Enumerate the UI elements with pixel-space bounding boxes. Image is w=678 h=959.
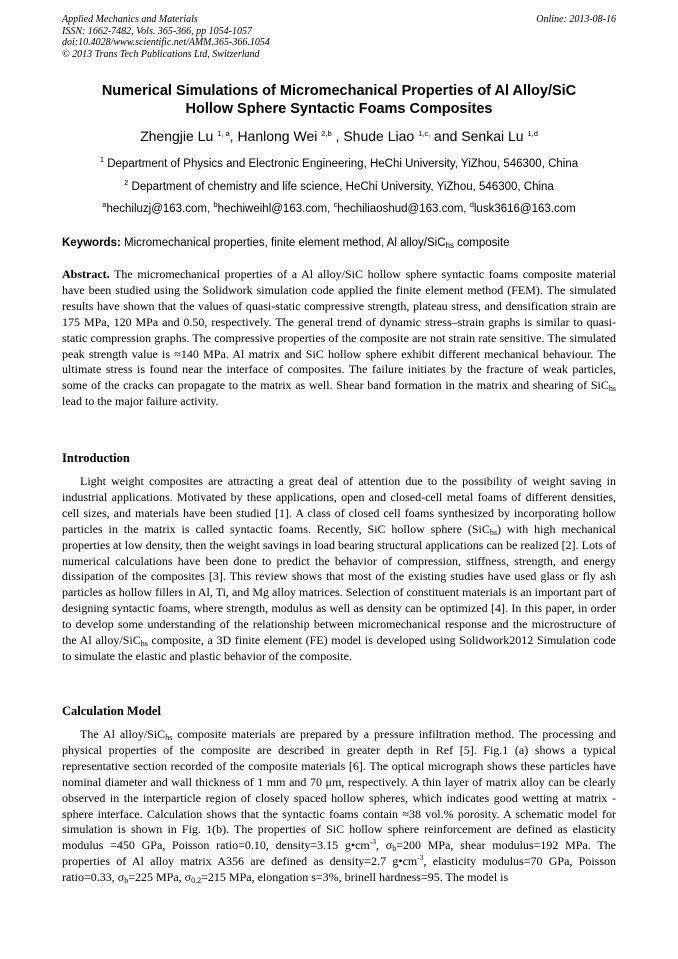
affiliation-text: Department of Physics and Electronic Engineering, HeChi University, YiZhou, 546300, China bbox=[107, 158, 579, 170]
calc-subscript-c: b bbox=[392, 844, 397, 854]
email-address[interactable]: lusk3616@163.com bbox=[473, 203, 576, 215]
title-line-2: Hollow Sphere Syntactic Foams Composites bbox=[185, 101, 493, 117]
author-list bbox=[62, 128, 616, 144]
affiliation-number: 1 bbox=[99, 155, 105, 164]
calculation-model-paragraph bbox=[62, 727, 616, 886]
affiliation-2 bbox=[62, 180, 616, 194]
abstract-end: lead to the major failure activity. bbox=[62, 394, 219, 409]
email-mark: b bbox=[213, 200, 218, 209]
calc-text-a: The Al alloy/SiC bbox=[80, 727, 166, 741]
journal-name: Applied Mechanics and Materials bbox=[62, 14, 198, 25]
intro-subscript-2: hs bbox=[140, 639, 148, 649]
email-address[interactable]: hechiliaoshud@163.com, bbox=[337, 203, 470, 215]
calc-text-f: =225 MPa, σ bbox=[128, 870, 192, 885]
email-address[interactable]: hechiweihl@163.com, bbox=[217, 203, 334, 215]
calc-text-d: =200 MPa, shear modulus=192 MPa. The properties of Al alloy matrix A356 are defined as density=2.7 g•cm bbox=[62, 838, 616, 869]
title-line-1: Numerical Simulations of Micromechanical Properties of Al Alloy/SiC bbox=[101, 83, 577, 99]
calc-subscript-a: hs bbox=[165, 733, 173, 742]
calc-superscript-b: -3 bbox=[369, 837, 376, 847]
author-name: Hanlong Wei bbox=[237, 128, 318, 144]
introduction-paragraph bbox=[62, 474, 616, 665]
intro-text-1: Light weight composites are attracting a great deal of attention due to the possibility of weight saving in industrial applications. Motivated by these applications, open and closed-cell metal foams of different densities, cell sizes, and materials have been studied [1]. A class of closed cell foams synthesized by incorporating hollow particles in the matrix is called syntactic foams. Recently, SiC hollow sphere (SiC bbox=[62, 474, 616, 536]
author-name: Shude Liao bbox=[343, 128, 415, 144]
intro-text-3: composite, a 3D finite element (FE) model is developed using Solidwork2012 Simulation code to simulate the elastic and plastic behavior of the composite. bbox=[62, 633, 616, 663]
email-mark: a bbox=[102, 200, 107, 209]
abstract-label: Abstract. bbox=[62, 267, 110, 281]
calc-text-b: composite materials are prepared by a pressure infiltration method. The processing and physical properties of the composite are described in greater depth in Ref [5]. Fig.1 (a) shows a typical representative section recorded of the composite materials [6]. The optical micrograph shows these particles have nominal diameter and wall thickness of 1 mm and 70 μm, respectively. A thin layer of matrix alloy can be clearly observed in the interparticle region of closely spaced hollow spheres, which indicates good wetting at matrix - sphere interface. Calculation shows that the syntactic foams contain ≈38 vol.% porosity. A schematic model for simulation is shown in Fig. 1(b). The properties of SiC hollow sphere reinforcement are defined as elasticity modulus =450 GPa, Poisson ratio=0.10, density=3.15 g•cm bbox=[62, 727, 617, 853]
copyright-line: © 2013 Trans Tech Publications Ltd, Switzerland bbox=[62, 48, 260, 60]
email-mark: d bbox=[469, 200, 474, 209]
author-affiliation-mark: 1, a bbox=[217, 129, 230, 138]
author-name: Senkai Lu bbox=[461, 128, 524, 144]
keywords-subscript: hs bbox=[445, 241, 454, 250]
affiliation-1 bbox=[62, 157, 616, 171]
intro-text-2: ) with high mechanical properties at low density, then the weight savings in load bearing structural applications can be realized [2]. Lots of numerical calculations have been done to predict the behavior of compression, stiffness, strength, and energy dissipation of the composites [3]. This review shows that most of the existing studies have used glass or fly ash particles as hollow fillers in Al, Ti, and Mg alloy matrices. Selection of constituent materials is an important part of designing syntactic foams, where strength, modulus as well as density can be optimized [4]. In this paper, in order to develop some understanding of the relationship between micromechanical response and the microstructure of the Al alloy/SiC bbox=[62, 521, 617, 648]
journal-header bbox=[62, 14, 270, 60]
author-affiliation-mark: 1,c, bbox=[418, 129, 431, 138]
online-date: Online: 2013-08-16 bbox=[536, 14, 616, 25]
email-mark: c bbox=[333, 200, 338, 209]
keywords-end: composite bbox=[453, 237, 510, 249]
intro-subscript-1: hs bbox=[489, 527, 498, 537]
keywords-label: Keywords: bbox=[62, 237, 121, 249]
issn-line: ISSN: 1662-7482, Vols. 365-366, pp 1054-1057 bbox=[62, 25, 252, 37]
calc-text-c: , σ bbox=[375, 838, 393, 853]
calculation-model-heading: Calculation Model bbox=[62, 704, 161, 718]
author-name: Zhengjie Lu bbox=[140, 128, 214, 144]
affiliation-number: 2 bbox=[124, 178, 129, 187]
author-affiliation-mark: 1,d bbox=[527, 129, 538, 138]
author-separator: and bbox=[430, 128, 462, 144]
author-separator: , bbox=[229, 128, 238, 144]
calc-subscript-f: 0.2 bbox=[191, 876, 202, 886]
abstract-subscript: hs bbox=[608, 384, 616, 394]
calc-text-g: =215 MPa, elongation s=3%, brinell hardness=95. The model is bbox=[201, 870, 509, 885]
abstract bbox=[62, 267, 616, 410]
author-affiliation-mark: 2,b bbox=[321, 129, 332, 138]
calc-subscript-e: b bbox=[124, 876, 129, 886]
author-separator: , bbox=[331, 128, 344, 144]
author-emails bbox=[62, 202, 616, 216]
email-address[interactable]: hechiluzj@163.com, bbox=[106, 203, 214, 215]
paper-title bbox=[62, 82, 616, 118]
introduction-heading: Introduction bbox=[62, 451, 130, 465]
calc-superscript-d: -3 bbox=[417, 853, 424, 863]
keywords-text: Micromechanical properties, finite element method, Al alloy/SiC bbox=[124, 237, 446, 249]
keywords bbox=[62, 236, 616, 250]
doi-line: doi:10.4028/www.scientific.net/AMM.365-366.1054 bbox=[62, 37, 270, 48]
calc-text-e: , elasticity modulus=70 GPa, Poisson ratio=0.33, σ bbox=[62, 854, 617, 885]
abstract-text: The micromechanical properties of a Al alloy/SiC hollow sphere syntactic foams composite material have been studied using the Solidwork simulation code applied the finite element method (FEM). The simulated results have shown that the values of quasi-static compressive strength, plateau stress, and densification strain are 175 MPa, 120 MPa and 0.50, respectively. The general trend of dynamic stress–strain graphs is similar to quasi-static compression graphs. The compressive properties of the composite are not strain rate sensitive. The simulated peak strength value is ≈140 MPa. Al matrix and SiC hollow sphere exhibit different mechanical behaviour. The ultimate stress is found near the interface of composites. The failure initiates by the fracture of weak particles, some of the cracks can propagate to the matrix as well. Shear band formation in the matrix and shearing of SiC bbox=[62, 267, 616, 393]
affiliation-text: Department of chemistry and life science, HeChi University, YiZhou, 546300, China bbox=[131, 181, 554, 193]
